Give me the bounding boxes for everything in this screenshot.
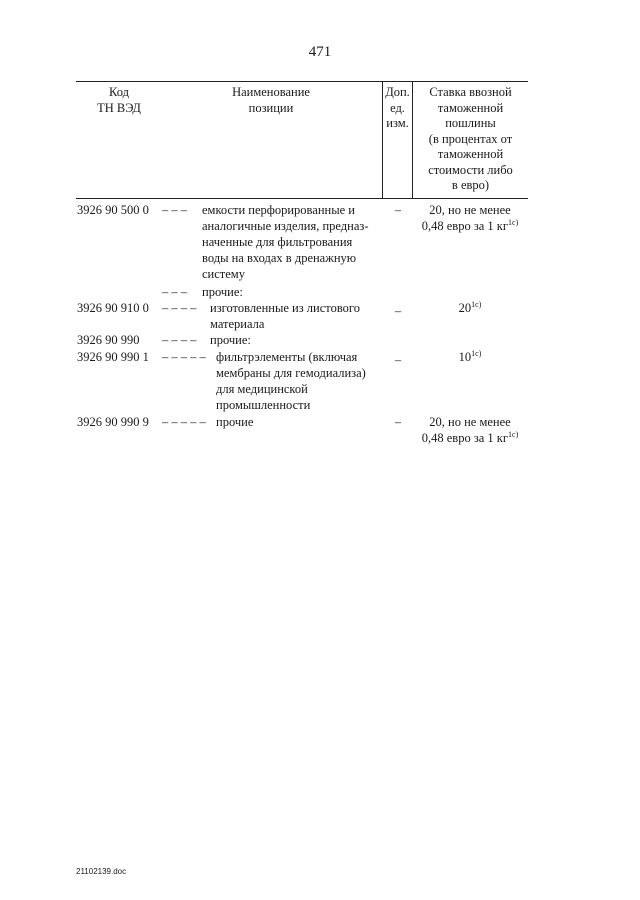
row-dash: – – – – [162,301,197,315]
row-rate [412,349,528,365]
row-name: изготовленные из листового материала [210,301,360,331]
rate-text: 20, но не менее [429,203,511,217]
rate-text-line2: 0,48 евро за 1 кг [421,431,509,445]
row-dash: – – – – – [162,415,206,429]
header-rate: Ставка ввозной таможенной пошлины (в процентах от таможенной стоимости либо в евро) [428,85,513,192]
rate-text-line2: 0,48 евро за 1 кг [421,219,509,233]
header-name: Наименование позиции [232,85,310,115]
row-dash: – – – – – [162,350,206,364]
row-code: 3926 90 990 9 [77,415,149,429]
row-code: 3926 90 990 1 [77,350,149,364]
header-unit: Доп. ед. изм. [385,85,410,130]
row-name: фильтрэлементы (включая мембраны для гемодиализа) для медицинской промышленности [216,350,366,412]
row-code: 3926 90 910 0 [77,301,149,315]
rate-text: 20 [458,301,472,315]
row-rate [412,202,528,234]
row-code: 3926 90 990 [77,333,140,347]
rate-text: 10 [458,350,472,364]
row-name: емкости перфорированные и аналогичные изделия, предназ- наченные для фильтрования воды на входах в дренажную систему [202,203,369,281]
row-name: прочие: [202,285,243,299]
header-bottom-rule [76,198,528,199]
page-number: 471 [308,44,332,60]
table-top-rule [76,81,528,82]
row-dash: – – – – [162,333,197,347]
row-name: прочие: [210,333,251,347]
row-name: прочие [216,415,254,429]
row-unit: – [394,304,402,318]
rate-text: 20, но не менее [429,415,511,429]
row-rate [412,300,528,316]
document-filename: 21102139.doc [76,867,127,876]
row-unit: – [394,415,402,429]
rate-footnote: 1с) [471,299,482,309]
row-unit: – [394,353,402,367]
rate-footnote: 1с) [508,217,519,227]
row-unit: – [394,203,402,217]
row-rate [412,414,528,446]
row-dash: – – – [162,203,187,217]
row-dash: – – – [162,285,187,299]
row-code: 3926 90 500 0 [77,203,149,217]
header-code: Код ТН ВЭД [97,85,141,115]
rate-footnote: 1с) [508,429,519,439]
rate-footnote: 1с) [471,348,482,358]
